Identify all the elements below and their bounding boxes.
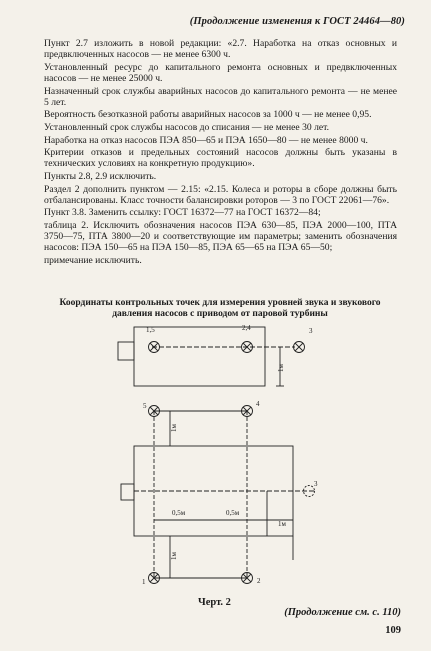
dim-05m-left: 0,5м bbox=[172, 509, 186, 517]
paragraph: примечание исключить. bbox=[44, 254, 142, 266]
plan-view bbox=[121, 406, 315, 584]
paragraph: Пункт 3.8. Заменить ссылку: ГОСТ 16372—77 на ГОСТ 16372—84; bbox=[44, 207, 321, 219]
figure-caption: Координаты контрольных точек для измерения уровней звука и звукового давления насосов с приводом от паровой турбины bbox=[59, 298, 381, 319]
paragraph: Вероятность безотказной работы аварийных насосов за 1000 ч — не менее 0,95. bbox=[44, 109, 372, 121]
page-number: 109 bbox=[385, 625, 401, 636]
figure-label: Черт. 2 bbox=[198, 597, 231, 608]
point-3-plan bbox=[304, 486, 315, 497]
paragraph: Пункты 2.8, 2.9 исключить. bbox=[44, 170, 157, 182]
dim-1m-side: 1м bbox=[278, 520, 286, 528]
side-view bbox=[118, 327, 305, 386]
body-text bbox=[44, 38, 397, 268]
label-3-plan: 3 bbox=[314, 480, 318, 488]
dim-1m-top: 1м bbox=[277, 364, 285, 372]
point-1 bbox=[149, 573, 160, 584]
pump-body-plan bbox=[134, 446, 293, 536]
label-24: 2,4 bbox=[242, 324, 251, 332]
point-4 bbox=[242, 406, 253, 417]
dim-1m-upper: 1м bbox=[170, 424, 178, 432]
paragraph: Установленный ресурс до капитального ремонта основных и предвключенных насосов — не менее 25000 ч. bbox=[44, 61, 397, 84]
point-15 bbox=[149, 342, 160, 353]
running-header: (Продолжение изменения к ГОСТ 24464—80) bbox=[189, 16, 405, 27]
label-1: 1 bbox=[142, 578, 146, 586]
point-24 bbox=[242, 342, 253, 353]
point-2 bbox=[242, 573, 253, 584]
shaft-stub-plan bbox=[121, 484, 134, 500]
label-2: 2 bbox=[257, 577, 261, 585]
pump-body-top bbox=[134, 327, 265, 386]
continuation-note: (Продолжение см. с. 110) bbox=[284, 607, 401, 618]
point-3-top bbox=[294, 342, 305, 353]
label-3-top: 3 bbox=[309, 327, 313, 335]
dim-05m-right: 0,5м bbox=[226, 509, 240, 517]
paragraph: Раздел 2 дополнить пунктом — 2.15: «2.15. Колеса и роторы в сборе должны быть отбалансированы. Класс точности балансировки роторов — 3 по ГОСТ 22061—76». bbox=[44, 183, 397, 206]
shaft-stub-top bbox=[118, 342, 134, 360]
paragraph: Назначенный срок службы аварийных насосов до капитального ремонта — не менее 5 лет. bbox=[44, 85, 397, 108]
paragraph: Пункт 2.7 изложить в новой редакции: «2.7. Наработка на отказ основных и предвключенных насосов — не менее 6300 ч. bbox=[44, 38, 397, 61]
paragraph: Установленный срок службы насосов до списания — не менее 30 лет. bbox=[44, 121, 330, 133]
label-15: 1,5 bbox=[146, 326, 155, 334]
paragraph: Наработка на отказ насосов ПЭА 850—65 и ПЭА 1650—80 — не менее 8000 ч. bbox=[44, 134, 368, 146]
dim-1m-lower: 1м bbox=[170, 552, 178, 560]
paragraph: таблица 2. Исключить обозначения насосов ПЭА 630—85, ПЭА 2000—100, ПТА 3750—75, ПТА 3800—20 и соответствующие им параметры; заменить обозначения насосов: ПЭА 150—65 на ПЭА 150—85, ПЭА 65—65 на ПЭА 65—50; bbox=[44, 219, 397, 254]
label-5: 5 bbox=[143, 402, 147, 410]
paragraph: Критерии отказов и предельных состояний насосов должны быть указаны в технических условиях на конкретную продукцию». bbox=[44, 147, 397, 170]
label-4: 4 bbox=[256, 400, 260, 408]
point-5 bbox=[149, 406, 160, 417]
